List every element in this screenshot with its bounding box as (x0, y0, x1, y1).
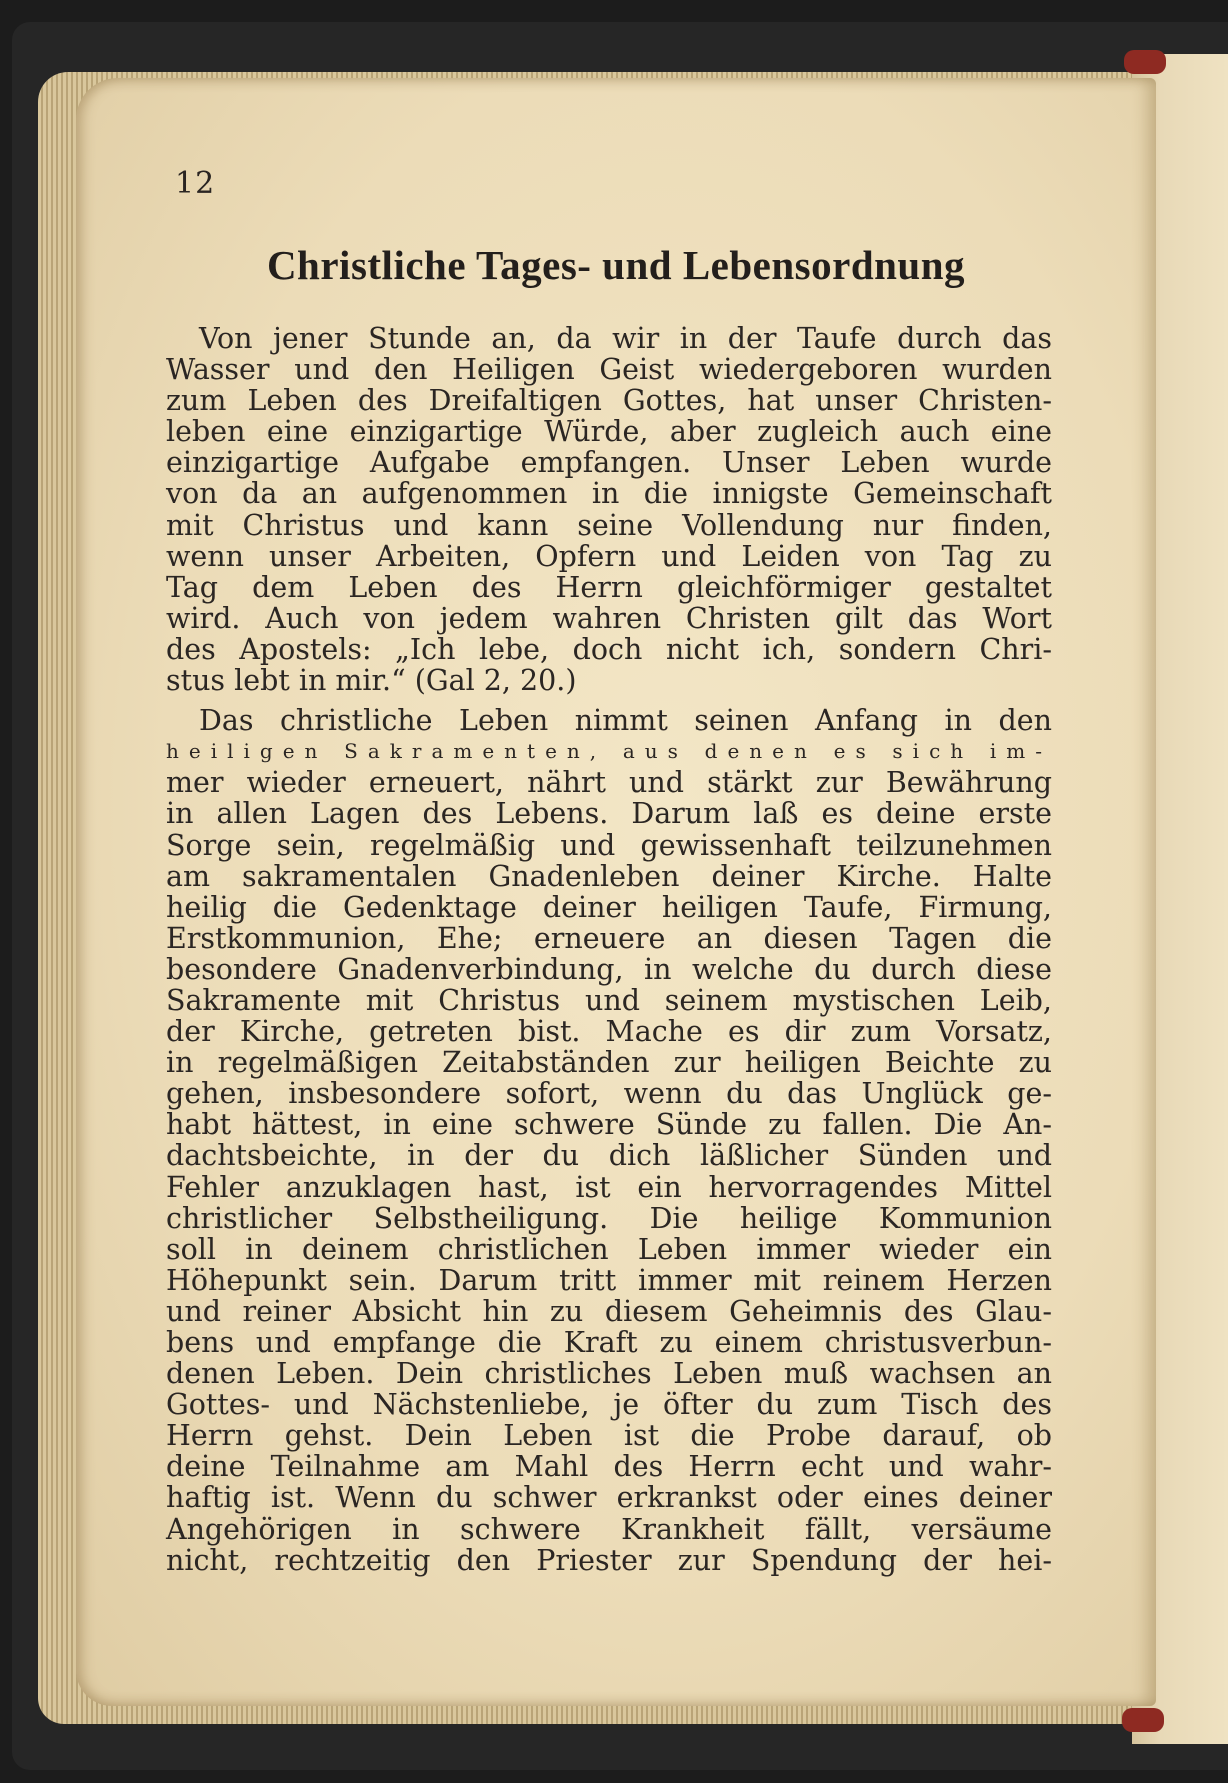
ribbon-marker-top (1124, 50, 1166, 74)
text-line: gehen, insbesondere sofort, wenn du das Unglück ge- (166, 1077, 1052, 1111)
text-line: besondere Gnadenverbindung, in welche du durch diese (166, 952, 1052, 986)
text-line: soll in deinem christlichen Leben immer wieder ein (166, 1232, 1052, 1266)
text-line: heilig die Gedenktage deiner heiligen Taufe, Firmung, (166, 890, 1052, 924)
text-line: Sakramente mit Christus und seinem mystischen Leib, (166, 983, 1052, 1017)
text-line: Herrn gehst. Dein Leben ist die Probe darauf, ob (166, 1419, 1052, 1453)
text-line: Erstkommunion, Ehe; erneuere an diesen Tagen die (166, 921, 1052, 955)
text-line: christlicher Selbstheiligung. Die heilige Kommunion (166, 1201, 1052, 1235)
text-line: dachtsbeichte, in der du dich läßlicher Sünden und (166, 1139, 1052, 1173)
book-page (76, 78, 1156, 1706)
text-line: deine Teilnahme am Mahl des Herrn echt und wahr- (166, 1450, 1052, 1484)
text-line: zum Leben des Dreifaltigen Gottes, hat unser Christen- (166, 384, 1052, 418)
text-line: haftig ist. Wenn du schwer erkrankst oder eines deiner (166, 1481, 1052, 1515)
text-line: nicht, rechtzeitig den Priester zur Spendung der hei- (166, 1543, 1052, 1577)
text-line: einzigartige Aufgabe empfangen. Unser Leben wurde (166, 446, 1052, 480)
text-line: Von jener Stunde an, da wir in der Taufe durch das (199, 322, 1052, 355)
body-text (166, 323, 1052, 1576)
text-line: von da an aufgenommen in die innigste Gemeinschaft (166, 477, 1052, 511)
text-line: und reiner Absicht hin zu diesem Geheimnis des Glau- (166, 1294, 1052, 1328)
text-line: in regelmäßigen Zeitabständen zur heiligen Beichte zu (166, 1046, 1052, 1080)
text-line: Gottes- und Nächstenliebe, je öfter du zum Tisch des (166, 1388, 1052, 1422)
ribbon-marker-bottom (1122, 1708, 1164, 1732)
text-line: Tag dem Leben des Herrn gleichförmiger gestaltet (166, 570, 1052, 604)
text-line: leben eine einzigartige Würde, aber zugleich auch eine (166, 415, 1052, 449)
text-line: habt hättest, in eine schwere Sünde zu fallen. Die An- (166, 1108, 1052, 1142)
text-line: wenn unser Arbeiten, Opfern und Leiden von Tag zu (166, 539, 1052, 573)
text-line: Wasser und den Heiligen Geist wiedergeboren wurden (166, 353, 1052, 387)
text-line: am sakramentalen Gnadenleben deiner Kirche. Halte (166, 859, 1052, 893)
text-line: des Apostels: „Ich lebe, doch nicht ich, sondern Chri- (166, 632, 1052, 666)
text-line: Höhepunkt sein. Darum tritt immer mit reinem Herzen (166, 1263, 1052, 1297)
text-line: mit Christus und kann seine Vollendung nur finden, (166, 508, 1052, 542)
text-line: der Kirche, getreten bist. Mache es dir zum Vorsatz, (166, 1015, 1052, 1049)
text-line: bens und empfange die Kraft zu einem christusverbun- (166, 1326, 1052, 1359)
text-line: Angehörigen in schwere Krankheit fällt, versäume (166, 1512, 1052, 1546)
text-line: wird. Auch von jedem wahren Christen gilt das Wort (166, 601, 1052, 635)
text-line: Das christliche Leben nimmt seinen Anfang in den (199, 704, 1052, 738)
text-line: in allen Lagen des Lebens. Darum laß es deine erste (166, 797, 1052, 831)
text-line: denen Leben. Dein christliches Leben muß wachsen an (166, 1357, 1052, 1391)
page-heading: Christliche Tages- und Lebensordnung (266, 242, 966, 288)
text-line: mer wieder erneuert, nährt und stärkt zur Bewährung (166, 766, 1052, 800)
page-number: 12 (175, 166, 216, 201)
text-line: stus lebt in mir.“ (Gal 2, 20.) (166, 664, 577, 698)
text-line: Fehler anzuklagen hast, ist ein hervorragendes Mittel (166, 1170, 1052, 1204)
text-line-spaced: heiligen Sakramenten, aus denen es sich im- (166, 739, 1052, 764)
text-line: Sorge sein, regelmäßig und gewissenhaft teilzunehmen (166, 828, 1052, 862)
